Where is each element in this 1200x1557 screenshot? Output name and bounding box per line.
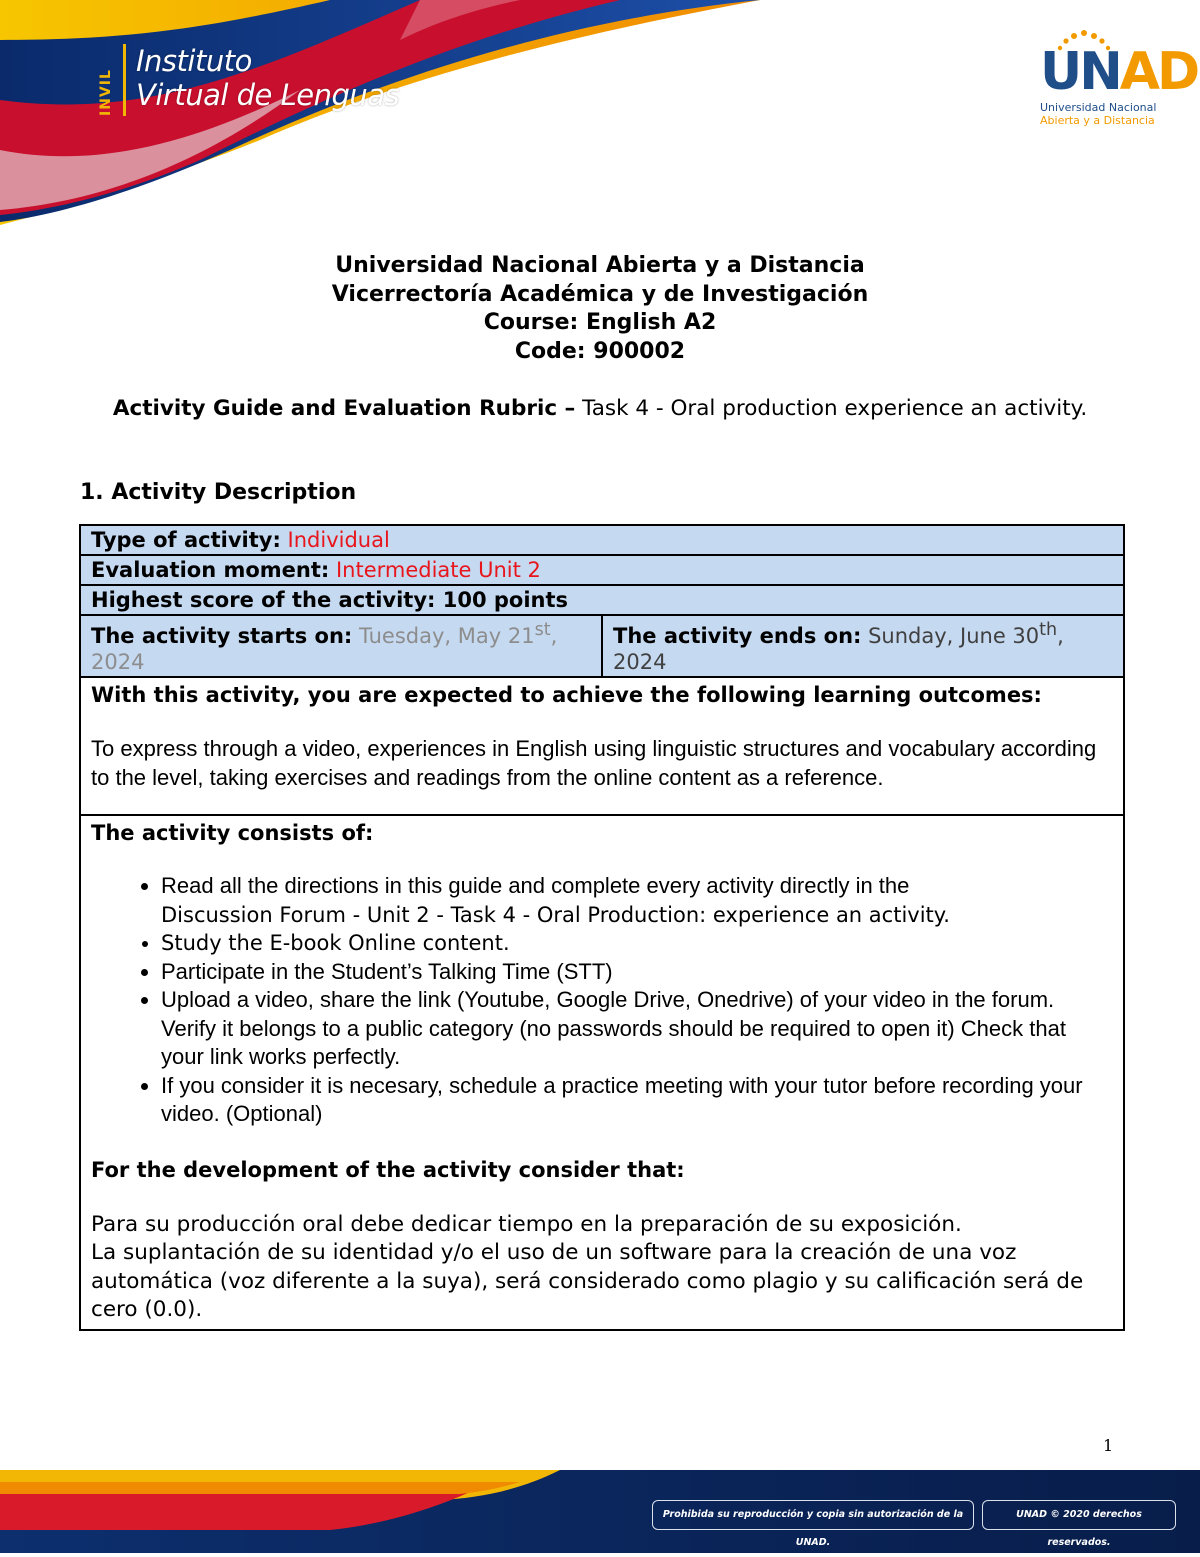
- list-item: • Study the E-book Online content.: [161, 929, 1113, 958]
- course-name: Course: English A2: [483, 310, 717, 335]
- table-row: [80, 815, 1124, 1330]
- moment-cell: [80, 555, 1124, 585]
- starts-suffix: st: [534, 620, 551, 640]
- unad-letter-u: U: [1040, 42, 1080, 102]
- unad-subtitle-2: Abierta y a Distancia: [1040, 114, 1155, 127]
- unad-letters-ad: AD: [1119, 42, 1198, 102]
- list-item: [161, 872, 1113, 929]
- development-line-2: La suplantación de su identidad y/o el uso de un software para la creación de una voz automática (voz diferente a la suya), será considerado como plagio y su calificación será de cero (0.0).: [91, 1240, 1084, 1322]
- list-item: • Participate in the Student’s Talking Time (STT): [161, 958, 1113, 987]
- section-title: 1. Activity Description: [80, 480, 357, 505]
- list-item-text: Read all the directions in this guide and complete every activity directly in the: [161, 873, 910, 898]
- score-cell: Highest score of the activity: 100 points: [80, 585, 1124, 615]
- table-row: [80, 677, 1124, 815]
- outcomes-cell: [80, 677, 1124, 815]
- starts-cell: [80, 615, 602, 677]
- institute-line-2: Virtual de Lenguas: [136, 78, 400, 112]
- consists-list: [91, 872, 1113, 1129]
- invl-vertical-logo: INVIL: [98, 69, 114, 116]
- ends-label: The activity ends on:: [613, 624, 862, 648]
- moment-label: Evaluation moment:: [91, 558, 330, 582]
- unad-letter-n: N: [1079, 42, 1120, 102]
- unad-wordmark: [1040, 44, 1197, 100]
- guide-title: [100, 395, 1100, 424]
- outcomes-text: To express through a video, experiences in English using linguistic structures and vocabulary according to the level, taking exercises and readings from the online content as a reference.: [91, 736, 1097, 790]
- institute-logo-text: [136, 44, 399, 112]
- guide-title-rest: Task 4 - Oral production experience an activity.: [575, 396, 1088, 421]
- university-name: Universidad Nacional Abierta y a Distancia: [335, 253, 865, 278]
- logo-divider: [123, 44, 126, 116]
- development-line-1: Para su producción oral debe dedicar tiempo en la preparación de su exposición.: [91, 1211, 962, 1237]
- institute-line-1: Instituto: [136, 44, 252, 78]
- table-row: [80, 615, 1124, 677]
- consists-cell: [80, 815, 1124, 1330]
- list-item-text-forum: Discussion Forum - Unit 2 - Task 4 - Oral Production: experience an activity.: [161, 902, 950, 927]
- table-row: [80, 555, 1124, 585]
- outcomes-heading: With this activity, you are expected to achieve the following learning outcomes:: [91, 683, 1042, 707]
- vice-rectory: Vicerrectoría Académica y de Investigación: [331, 281, 869, 307]
- footer-notice-left: Prohibida su reproducción y copia sin autorización de la UNAD.: [652, 1500, 974, 1530]
- type-cell: [80, 525, 1124, 555]
- table-row: [80, 585, 1124, 615]
- page-number: 1: [1103, 1436, 1114, 1455]
- consists-heading: The activity consists of:: [91, 821, 374, 845]
- starts-year: , 2024: [91, 624, 558, 674]
- unad-subtitle-1: Universidad Nacional: [1040, 101, 1157, 114]
- course-code: Code: 900002: [514, 338, 686, 364]
- type-label: Type of activity:: [91, 528, 281, 552]
- header-banner: [0, 0, 1200, 230]
- banner-graphic: [0, 0, 1200, 230]
- starts-date: Tuesday, May 21: [352, 624, 535, 648]
- ends-date: Sunday, June 30: [861, 624, 1040, 648]
- ends-suffix: th: [1039, 620, 1058, 640]
- list-item: • If you consider it is necesary, schedule a practice meeting with your tutor before recording your video. (Optional): [161, 1072, 1113, 1129]
- guide-title-bold: Activity Guide and Evaluation Rubric –: [112, 396, 576, 421]
- development-text: [91, 1211, 1113, 1325]
- document-header: [0, 252, 1200, 366]
- list-item: • Upload a video, share the link (Youtube, Google Drive, Onedrive) of your video in the forum. Verify it belongs to a public category (no passwords should be required to open it) Check that your link works perfectly.: [161, 986, 1113, 1072]
- development-heading: For the development of the activity consider that:: [91, 1157, 685, 1182]
- ends-year: , 2024: [613, 624, 1064, 674]
- type-value: Individual: [287, 528, 390, 552]
- footer-notice-right: UNAD © 2020 derechos reservados.: [982, 1500, 1176, 1530]
- starts-label: The activity starts on:: [91, 624, 353, 648]
- activity-table: [79, 524, 1125, 1331]
- ends-cell: [602, 615, 1124, 677]
- table-row: [80, 525, 1124, 555]
- moment-value: Intermediate Unit 2: [335, 558, 541, 582]
